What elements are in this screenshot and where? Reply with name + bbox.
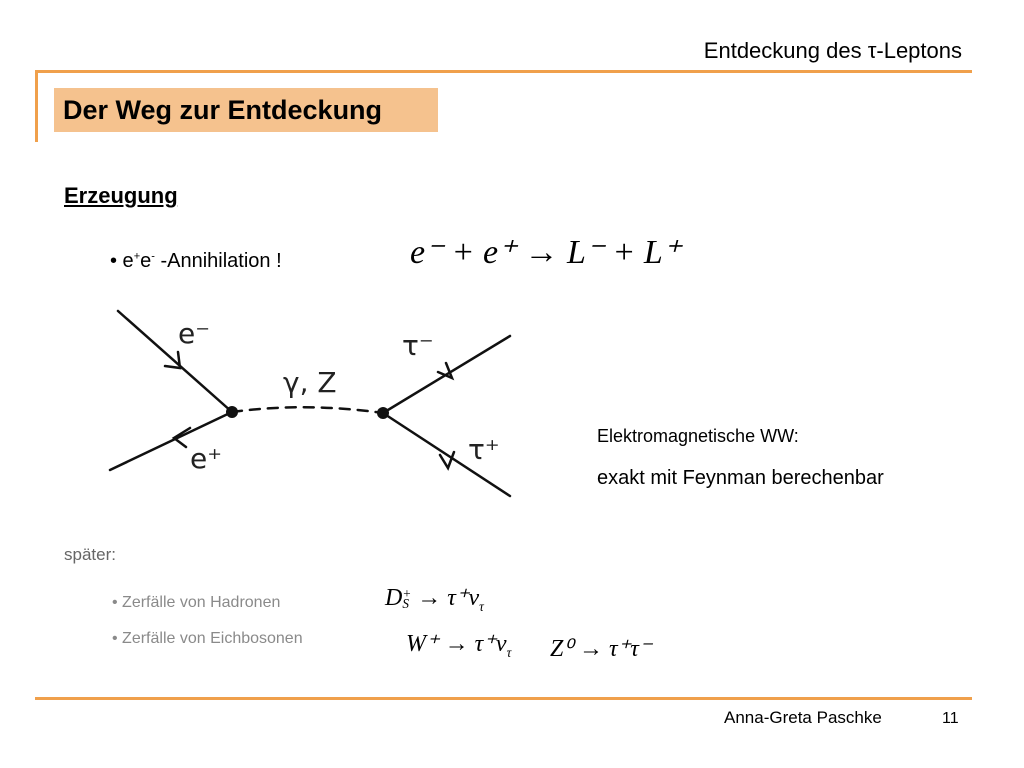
bullet-hadron-decays: • Zerfälle von Hadronen — [112, 594, 281, 611]
page-number: 11 — [942, 710, 959, 727]
equation-z-decay: Z⁰ → τ⁺τ⁻ — [550, 636, 652, 662]
ds-products: → τ⁺ν — [417, 585, 480, 611]
equation-w-decay — [406, 629, 511, 661]
w-nu-subscript: τ — [506, 644, 512, 660]
ds-subscript: S — [402, 596, 409, 612]
charge-plus: + — [133, 250, 141, 263]
header-title: Entdeckung des τ-Leptons — [703, 38, 962, 63]
calculability-note: exakt mit Feynman berechenbar — [597, 467, 884, 489]
label-e-minus: e⁻ — [178, 317, 211, 350]
incoming-electron-line — [118, 311, 232, 412]
arrow-tau-minus-icon — [438, 363, 452, 378]
ds-symbol: D — [385, 585, 403, 611]
ds-nu-subscript: τ — [479, 598, 484, 614]
bottom-divider — [35, 697, 972, 700]
label-tau-minus: τ⁻ — [402, 329, 434, 362]
vertex-right — [377, 407, 389, 419]
ds-charge: + — [402, 585, 412, 601]
label-boson: γ, Z — [283, 366, 337, 399]
equation-annihilation: e⁻ + e⁺ → L⁻ + L⁺ — [410, 234, 681, 271]
bullet-text-mid: e — [140, 250, 152, 272]
slide-title: Der Weg zur Entdeckung — [54, 88, 438, 132]
interaction-label: Elektromagnetische WW: — [597, 426, 799, 446]
charge-minus: - — [151, 250, 155, 263]
propagator-line — [232, 407, 383, 413]
arrow-positron-icon — [174, 428, 190, 447]
w-decay-text: W⁺ → τ⁺ν — [406, 631, 507, 657]
later-label: später: — [64, 545, 116, 564]
bullet-text-suffix: -Annihilation ! — [154, 250, 282, 272]
author-name: Anna-Greta Paschke — [724, 708, 882, 727]
label-tau-plus: τ⁺ — [468, 433, 500, 466]
label-e-plus: e⁺ — [190, 442, 223, 475]
equation-ds-decay — [385, 583, 484, 615]
bullet-boson-decays: • Zerfälle von Eichbosonen — [112, 630, 303, 647]
section-heading: Erzeugung — [64, 183, 178, 208]
bullet-text-prefix: • e — [110, 250, 134, 272]
vertex-left — [226, 406, 238, 418]
